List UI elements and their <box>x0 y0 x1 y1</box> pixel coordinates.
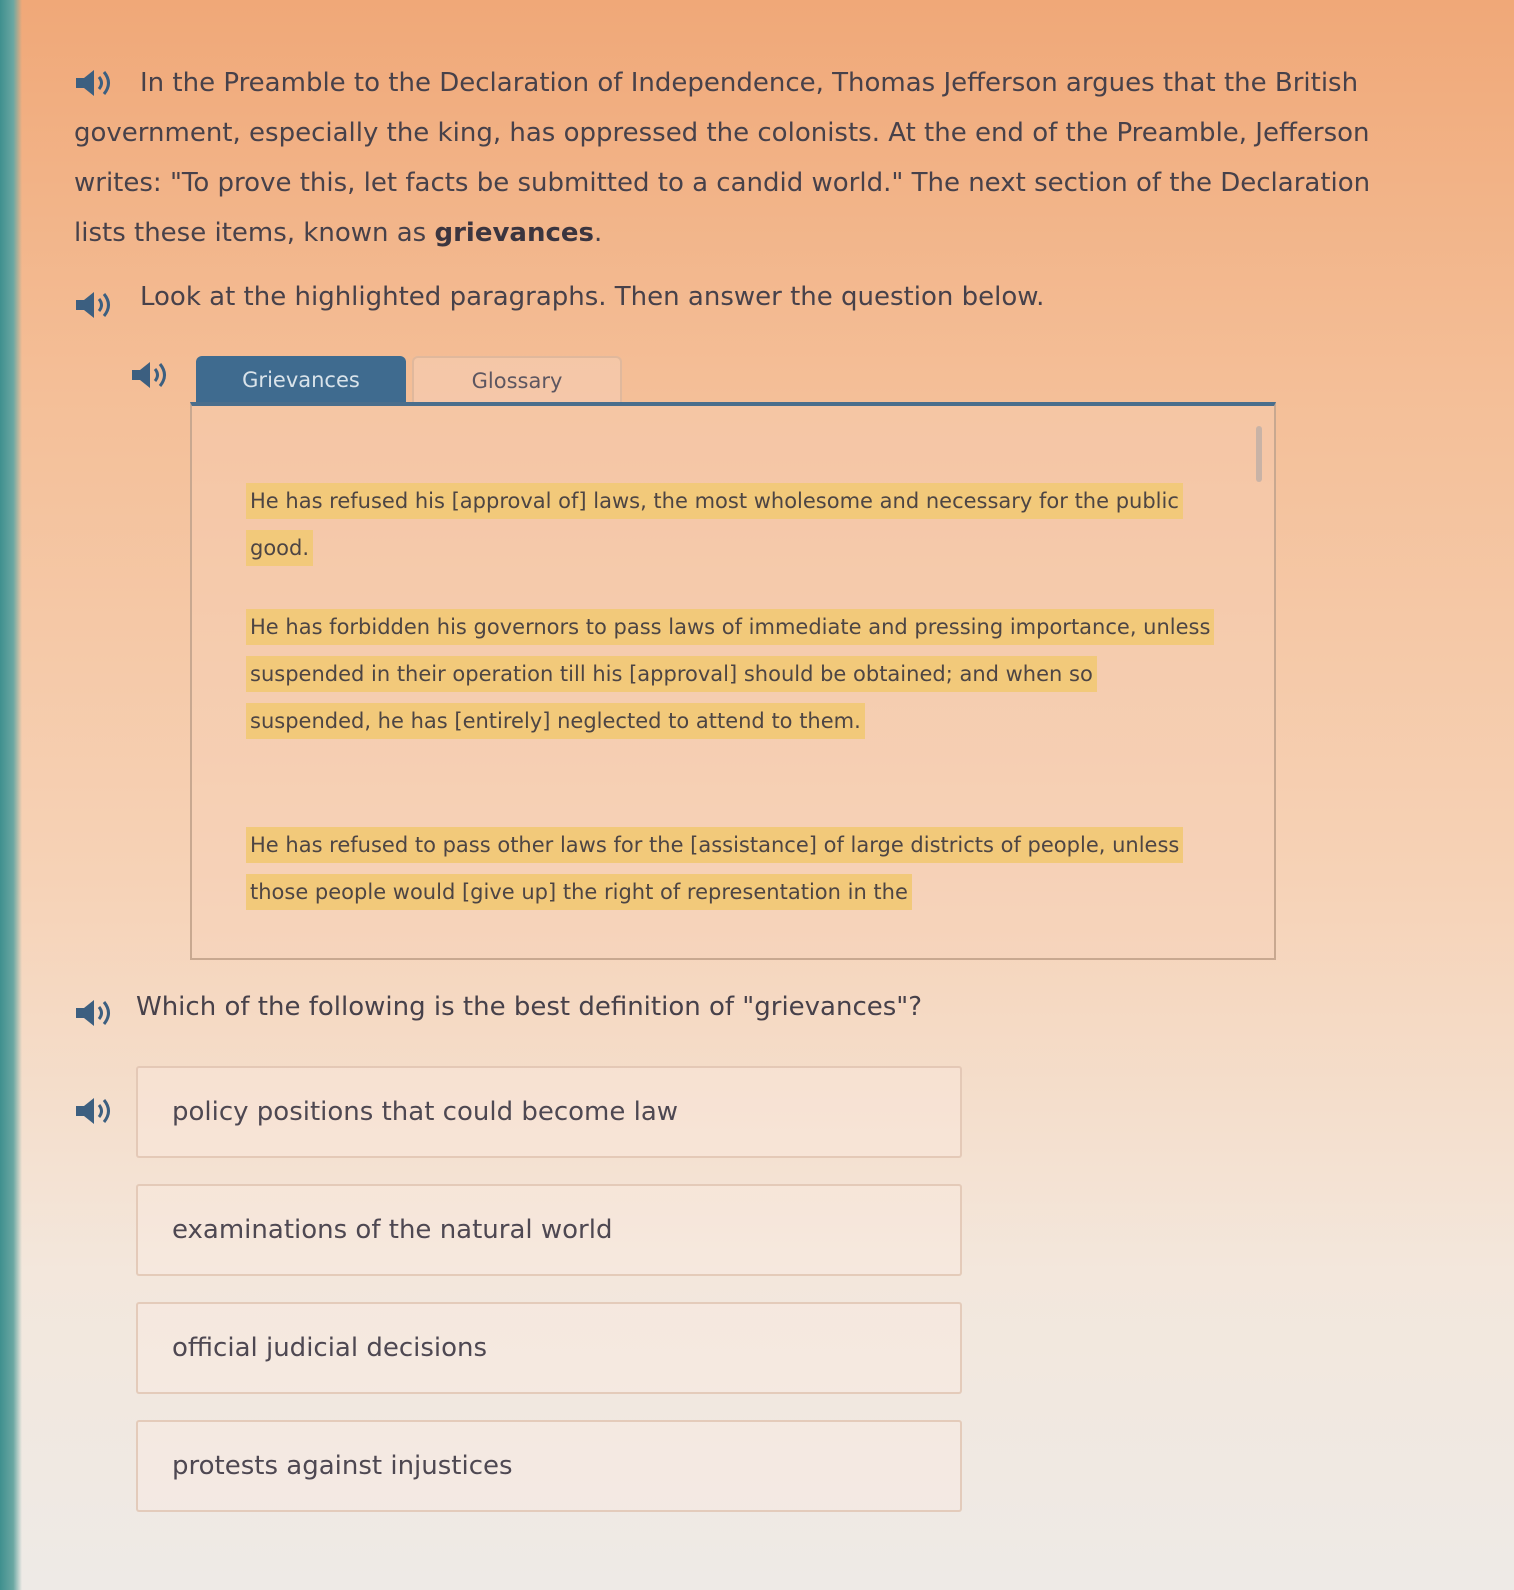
tab-grievances[interactable]: Grievances <box>196 356 406 404</box>
answer-option[interactable] <box>136 1302 962 1394</box>
option-label: official judicial decisions <box>172 1333 488 1363</box>
grievance-paragraph <box>246 604 1216 745</box>
tab-glossary[interactable]: Glossary <box>412 356 622 404</box>
answer-option[interactable] <box>136 1066 962 1158</box>
intro-term: grievances <box>434 218 594 248</box>
speaker-icon[interactable] <box>72 288 116 322</box>
option-label: examinations of the natural world <box>172 1215 613 1245</box>
highlighted-text: He has refused his [approval of] laws, the most wholesome and necessary for the public good. <box>246 483 1183 566</box>
speaker-icon[interactable] <box>128 358 172 392</box>
option-label: policy positions that could become law <box>172 1097 679 1127</box>
grievance-paragraph <box>246 822 1216 916</box>
highlighted-text: He has forbidden his governors to pass laws of immediate and pressing importance, unless suspended in their operation till his [approval] should be obtained; and when so suspended, he has [entirely] neglected to attend to them. <box>246 609 1214 739</box>
answer-option[interactable] <box>136 1184 962 1276</box>
highlighted-text: He has refused to pass other laws for the [assistance] of large districts of people, unless those people would [give up] the right of representation in the <box>246 827 1183 910</box>
grievances-panel[interactable] <box>190 402 1276 960</box>
intro-text: In the Preamble to the Declaration of Independence, Thomas Jefferson argues that the British government, especially the king, has oppressed the colonists. At the end of the Preamble, Jefferson writes: "To prove this, let facts be submitted to a candid world." The next section of the Declaration lists these items, known as <box>74 68 1371 248</box>
window-left-edge <box>0 0 22 1590</box>
intro-text-end: . <box>594 218 603 248</box>
speaker-icon[interactable] <box>72 996 116 1030</box>
instruction-text: Look at the highlighted paragraphs. Then answer the question below. <box>140 282 1045 312</box>
grievance-paragraph <box>246 478 1216 572</box>
question-text: Which of the following is the best definition of "grievances"? <box>136 992 923 1022</box>
option-label: protests against injustices <box>172 1451 513 1481</box>
tab-bar <box>196 356 622 404</box>
panel-scrollbar[interactable] <box>1256 426 1262 482</box>
intro-paragraph <box>74 58 1414 258</box>
speaker-icon[interactable] <box>72 1094 116 1128</box>
answer-option[interactable] <box>136 1420 962 1512</box>
